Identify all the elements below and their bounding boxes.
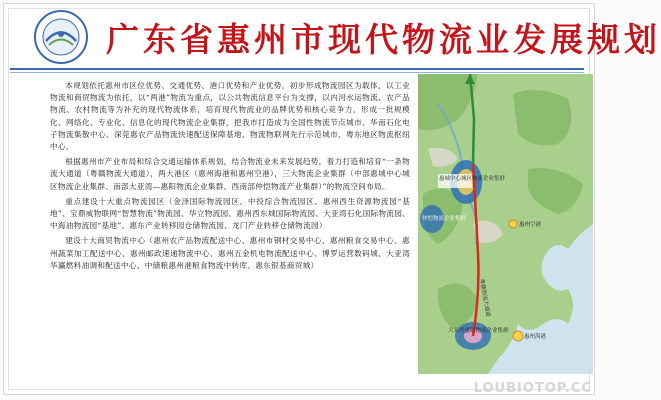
header-rule	[10, 68, 584, 70]
plan-description	[50, 80, 410, 370]
paragraph: 本规划依托惠州市区位优势、交通优势、港口优势和产业优势，初步形成物流园区为载体，以工业物流和商贸物流为依托，以“两港”物流为重点，以公共物流信息平台为支撑，以内河水运物流、农产品物流、农村物流等为补充的现代物流体系，培育现代物流业的品牌优势和核心竞争力，形成一批规模化、网络化、专业化、信息化的现代物流企业集群，把我市打造成为全国性物流节点城市、华南石化电子物流集散中心、深莞惠农产品物流快速配送保障基地、物流物联网先行示范城市、粤东地区物流枢纽中心。	[50, 81, 410, 152]
watermark: LOUBIOTOP.CC	[473, 381, 592, 396]
airport-label	[519, 220, 542, 228]
paragraph: 重点建设十大重点物流园区（金泽国际物流园区、中投综合物流园区、惠州西生资源物流园“基地”、宝鼎威物联网“智慧物流”物流园、华立物流园、惠州西东城国际物流园、大亚湾石化国际物流园、中海油物流园“基地”、惠东产业转移园仓储物流园、龙门产业转移仓储物流园）	[50, 196, 410, 231]
corridor-text: 粤赣物流大通道	[478, 278, 491, 318]
paragraph: 建设十大商贸物流中心（惠州农产品物流配送中心、惠州市钢材交易中心、惠州粮食交易中心、惠州蔬菜加工配送中心、惠州邮政速递物流中心、惠州五金机电物流配送中心、博罗运营数码城、大亚湾华瀛燃料油调和配送中心、中储粮惠州港粮食物流中转库、惠东银基商贸城）	[50, 236, 410, 270]
map-svg	[418, 74, 593, 374]
seaport-label	[524, 332, 547, 340]
association-logo-icon	[34, 10, 88, 64]
page-title: 广东省惠州市现代物流业发展规划	[106, 20, 661, 59]
forest-region	[513, 90, 571, 145]
poster-header	[6, 8, 661, 68]
west-cluster-label	[422, 214, 467, 222]
header-rule-thin	[10, 72, 584, 73]
south-cluster-label	[448, 326, 509, 334]
airport-text: 惠州空港	[519, 222, 542, 228]
logistics-map	[418, 74, 593, 374]
south-cluster-text: 大亚湾惠阳物流企业集群	[448, 328, 509, 334]
west-cluster-text: 仲恺物流企业集群	[422, 216, 467, 222]
seaport-icon	[513, 331, 523, 341]
airport-icon	[509, 220, 517, 228]
paragraph: 根据惠州市产业布局和综合交通运输体系规划，结合物流业未来发展趋势，着力打造和培育“一条物流大通道（粤赣物流大通道），两大港区（惠州海港和惠州空港），三大物流企业集群（中部惠城中心城区物流企业集群、南部大亚湾—惠阳物流企业集群、西南部仲恺物流产业集群）”的物流空间布局。	[50, 157, 410, 191]
seaport-text: 惠州海港	[524, 334, 547, 340]
central-cluster-text: 惠城中心城区物流企业集群	[439, 176, 506, 182]
